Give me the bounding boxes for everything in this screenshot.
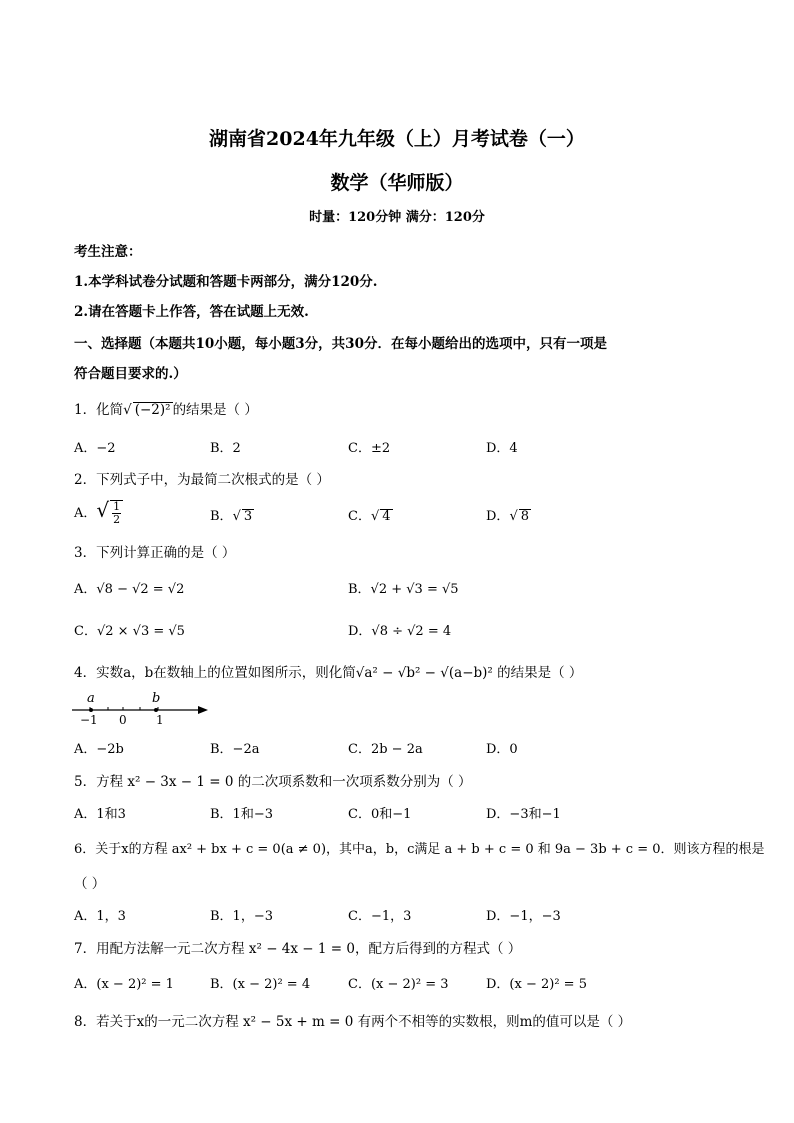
q2-c-label: C． bbox=[348, 509, 371, 524]
q1-option-a[interactable]: A．−2 bbox=[74, 441, 116, 456]
q3-option-d[interactable]: D．√8 ÷ √2 = 4 bbox=[348, 624, 452, 639]
section-title-cont: 符合题目要求的.） bbox=[74, 366, 187, 382]
question-5-stem: 5．方程 x² − 3x − 1 = 0 的二次项系数和一次项系数分别为（ ） bbox=[74, 774, 472, 790]
q7-option-c[interactable]: C．(x − 2)² = 3 bbox=[348, 977, 449, 992]
q2-d-radicand: 8 bbox=[520, 509, 530, 524]
q4-option-b[interactable]: B．−2a bbox=[210, 742, 260, 757]
question-6-stem: 6．关于x的方程 ax² + bx + c = 0(a ≠ 0)，其中a，b，c满足 a + b + c = 0 和 9a − 3b + c = 0．则该方程的根是 bbox=[74, 842, 765, 857]
q2-option-b[interactable]: B．√ 3 bbox=[210, 509, 253, 524]
q6-option-c[interactable]: C．−1，3 bbox=[348, 909, 412, 924]
q2-d-label: D． bbox=[486, 509, 510, 524]
q7-option-d[interactable]: D．(x − 2)² = 5 bbox=[486, 977, 587, 992]
q1-expr: (−2)² bbox=[134, 402, 171, 418]
question-4-stem: 4．实数a，b在数轴上的位置如图所示，则化简√a² − √b² − √(a−b)² 的结果是（ ） bbox=[74, 665, 583, 681]
q1-option-d[interactable]: D．4 bbox=[486, 441, 518, 456]
tick-label-neg1: −1 bbox=[80, 713, 98, 727]
label-a: a bbox=[87, 691, 95, 706]
number-line-figure bbox=[68, 688, 218, 728]
q1-post: 的结果是（ ） bbox=[172, 402, 258, 418]
q3-option-b[interactable]: B．√2 + √3 = √5 bbox=[348, 582, 459, 597]
q3-option-c[interactable]: C．√2 × √3 = √5 bbox=[74, 624, 185, 639]
q6-option-b[interactable]: B．1，−3 bbox=[210, 909, 273, 924]
notes-heading: 考生注意： bbox=[74, 244, 142, 260]
point-b bbox=[154, 708, 158, 712]
note-item: 1.本学科试卷分试题和答题卡两部分，满分120分. bbox=[74, 274, 378, 290]
tick-label-0: 0 bbox=[119, 713, 127, 727]
question-7-stem: 7．用配方法解一元二次方程 x² − 4x − 1 = 0，配方后得到的方程式（ ） bbox=[74, 941, 522, 957]
q7-option-a[interactable]: A．(x − 2)² = 1 bbox=[74, 977, 174, 992]
page-title: 湖南省2024年九年级（上）月考试卷（一） bbox=[209, 128, 585, 150]
q1-option-b[interactable]: B．2 bbox=[210, 441, 241, 456]
point-a bbox=[89, 708, 93, 712]
q2-option-d[interactable]: D．√ 8 bbox=[486, 509, 530, 524]
q3-option-a[interactable]: A．√8 − √2 = √2 bbox=[74, 582, 185, 597]
q4-option-d[interactable]: D．0 bbox=[486, 742, 518, 757]
q6-option-a[interactable]: A．1，3 bbox=[74, 909, 126, 924]
question-6-stem-cont: （ ） bbox=[74, 876, 106, 892]
page-subtitle: 数学（华师版） bbox=[330, 172, 464, 194]
q4-option-a[interactable]: A．−2b bbox=[74, 742, 124, 757]
section-title: 一、选择题（本题共10小题，每小题3分，共30分．在每小题给出的选项中，只有一项是 bbox=[74, 336, 607, 352]
number-line-arrow bbox=[198, 706, 208, 714]
question-8-stem: 8．若关于x的一元二次方程 x² − 5x + m = 0 有两个不相等的实数根，则m的值可以是（ ） bbox=[74, 1014, 632, 1030]
q5-option-a[interactable]: A．1和3 bbox=[74, 807, 126, 822]
q2-b-radicand: 3 bbox=[243, 509, 253, 524]
q1-pre: 1．化简 bbox=[74, 402, 124, 418]
q1-option-c[interactable]: C．±2 bbox=[348, 441, 391, 456]
question-3-stem: 3．下列计算正确的是（ ） bbox=[74, 545, 236, 561]
time-info: 时量：120分钟 满分：120分 bbox=[309, 210, 485, 225]
q5-option-c[interactable]: C．0和−1 bbox=[348, 807, 412, 822]
note-item: 2.请在答题卡上作答，答在试题上无效. bbox=[74, 304, 309, 320]
question-1-stem: 1．化简√ (−2)² 的结果是（ ） bbox=[74, 402, 258, 418]
q2-option-a[interactable]: A．√ $\frac{1}{2}$ bbox=[74, 498, 123, 526]
q7-option-b[interactable]: B．(x − 2)² = 4 bbox=[210, 977, 311, 992]
q2-c-radicand: 4 bbox=[382, 509, 391, 524]
q2-a-fraction: $\frac{1}{2}$ bbox=[113, 499, 121, 526]
q2-option-c[interactable]: C．√ 4 bbox=[348, 509, 391, 524]
tick-label-1: 1 bbox=[156, 713, 164, 727]
q2-a-label: A． bbox=[74, 506, 97, 521]
q4-option-c[interactable]: C．2b − 2a bbox=[348, 742, 423, 757]
q6-option-d[interactable]: D．−1，−3 bbox=[486, 909, 561, 924]
q5-option-b[interactable]: B．1和−3 bbox=[210, 807, 273, 822]
q2-b-label: B． bbox=[210, 509, 233, 524]
question-2-stem: 2．下列式子中，为最简二次根式的是（ ） bbox=[74, 472, 330, 488]
q5-option-d[interactable]: D．−3和−1 bbox=[486, 807, 561, 822]
label-b: b bbox=[152, 691, 161, 706]
